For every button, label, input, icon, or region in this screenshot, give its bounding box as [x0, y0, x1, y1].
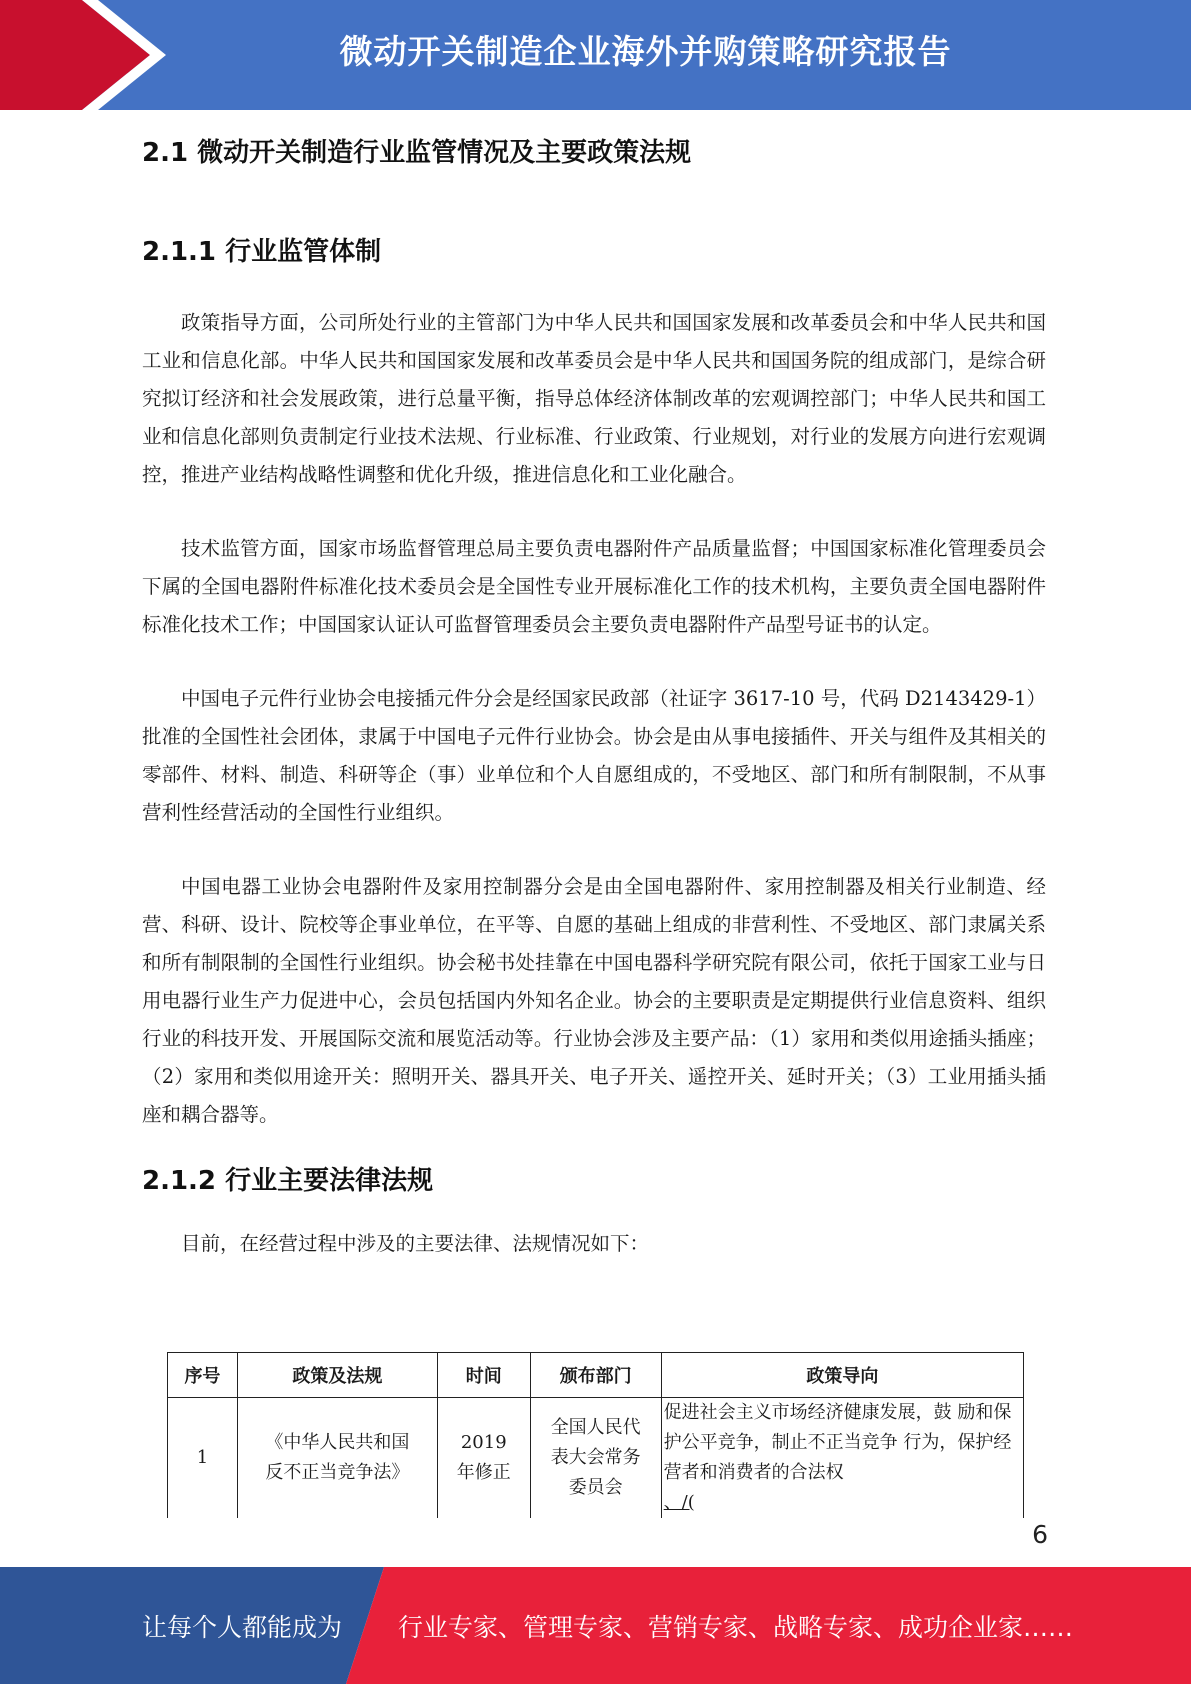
cell-dept [530, 1398, 661, 1519]
col-header-law: 政策及法规 [237, 1353, 437, 1398]
paragraph-technical-supervision: 技术监管方面，国家市场监督管理总局主要负责电器附件产品质量监督；中国国家标准化管理委员会下属的全国电器附件标准化技术委员会是全国性专业开展标准化工作的技术机构，主要负责全国电器附件标准化技术工作；中国国家认证认可监督管理委员会主要负责电器附件产品型号证书的认定。 [142, 537, 1046, 636]
footer-slogan-left: 让每个人都能成为 [142, 1613, 343, 1642]
cell-guide-text: 促进社会主义市场经济健康发展，鼓 励和保护公平竞争，制止不正当竞争 行为，保护经营者和消费者的合法权 [663, 1402, 1012, 1483]
page-header [0, 0, 1191, 110]
paragraph-connector-association: 中国电子元件行业协会电接插元件分会是经国家民政部（社证字 3617-10 号，代码 D2143429-1）批准的全国性社会团体，隶属于中国电子元件行业协会。协会是由从事电接插件、开关与组件及其相关的零部件、材料、制造、科研等企（事）业单位和个人自愿组成的，不受地区、部门和所有制限制，不从事营利性经营活动的全国性行业组织。 [142, 687, 1046, 824]
col-header-no: 序号 [168, 1353, 238, 1398]
laws-table [167, 1352, 1024, 1518]
paragraph-policy-guidance: 政策指导方面，公司所处行业的主管部门为中华人民共和国国家发展和改革委员会和中华人民共和国工业和信息化部。中华人民共和国国家发展和改革委员会是中华人民共和国国务院的组成部门，是综合研究拟订经济和社会发展政策，进行总量平衡，指导总体经济体制改革的宏观调控部门；中华人民共和国工业和信息化部则负责制定行业技术法规、行业标准、行业政策、行业规划，对行业的发展方向进行宏观调控，推进产业结构战略性调整和优化升级，推进信息化和工业化融合。 [142, 311, 1046, 486]
cell-guide [661, 1398, 1023, 1519]
report-title: 微动开关制造企业海外并购策略研究报告 [339, 32, 952, 71]
col-header-guide: 政策导向 [661, 1353, 1023, 1398]
table-header-row [168, 1353, 1024, 1398]
footer-slogan-right: 行业专家、管理专家、营销专家、战略专家、成功企业家…… [398, 1613, 1074, 1642]
page-number: 6 [1032, 1520, 1048, 1549]
page-footer [0, 1567, 1191, 1684]
section-heading-2-1-1: 2.1.1 行业监管体制 [142, 237, 382, 267]
cell-law-text: 《中华人民共和国反不正当竞争法》 [265, 1432, 410, 1483]
cell-time [437, 1398, 530, 1519]
cell-time-text: 2019 年修正 [456, 1432, 511, 1483]
main-content [142, 128, 1046, 1263]
section-heading-2-1: 2.1 微动开关制造行业监管情况及主要政策法规 [142, 138, 692, 168]
cell-law [237, 1398, 437, 1519]
paragraph-laws-intro: 目前，在经营过程中涉及的主要法律、法规情况如下： [181, 1232, 650, 1255]
section-heading-2-1-2: 2.1.2 行业主要法律法规 [142, 1166, 434, 1196]
paragraph-appliance-association: 中国电器工业协会电器附件及家用控制器分会是由全国电器附件、家用控制器及相关行业制造、经营、科研、设计、院校等企事业单位，在平等、自愿的基础上组成的非营利性、不受地区、部门隶属关系和所有制限制的全国性行业组织。协会秘书处挂靠在中国电器科学研究院有限公司，依托于国家工业与日用电器行业生产力促进中心，会员包括国内外知名企业。协会的主要职责是定期提供行业信息资料、组织行业的科技开发、开展国际交流和展览活动等。行业协会涉及主要产品：（1）家用和类似用途插头插座；（2）家用和类似用途开关：照明开关、器具开关、电子开关、遥控开关、延时开关；（3）工业用插头插座和耦合器等。 [142, 875, 1046, 1126]
cell-no: 1 [168, 1398, 238, 1519]
table-row [168, 1398, 1024, 1519]
cell-dept-text: 全国人民代表大会常务委员会 [550, 1417, 641, 1498]
cell-guide-tail: 、/( [663, 1492, 695, 1513]
col-header-time: 时间 [437, 1353, 530, 1398]
col-header-dept: 颁布部门 [530, 1353, 661, 1398]
